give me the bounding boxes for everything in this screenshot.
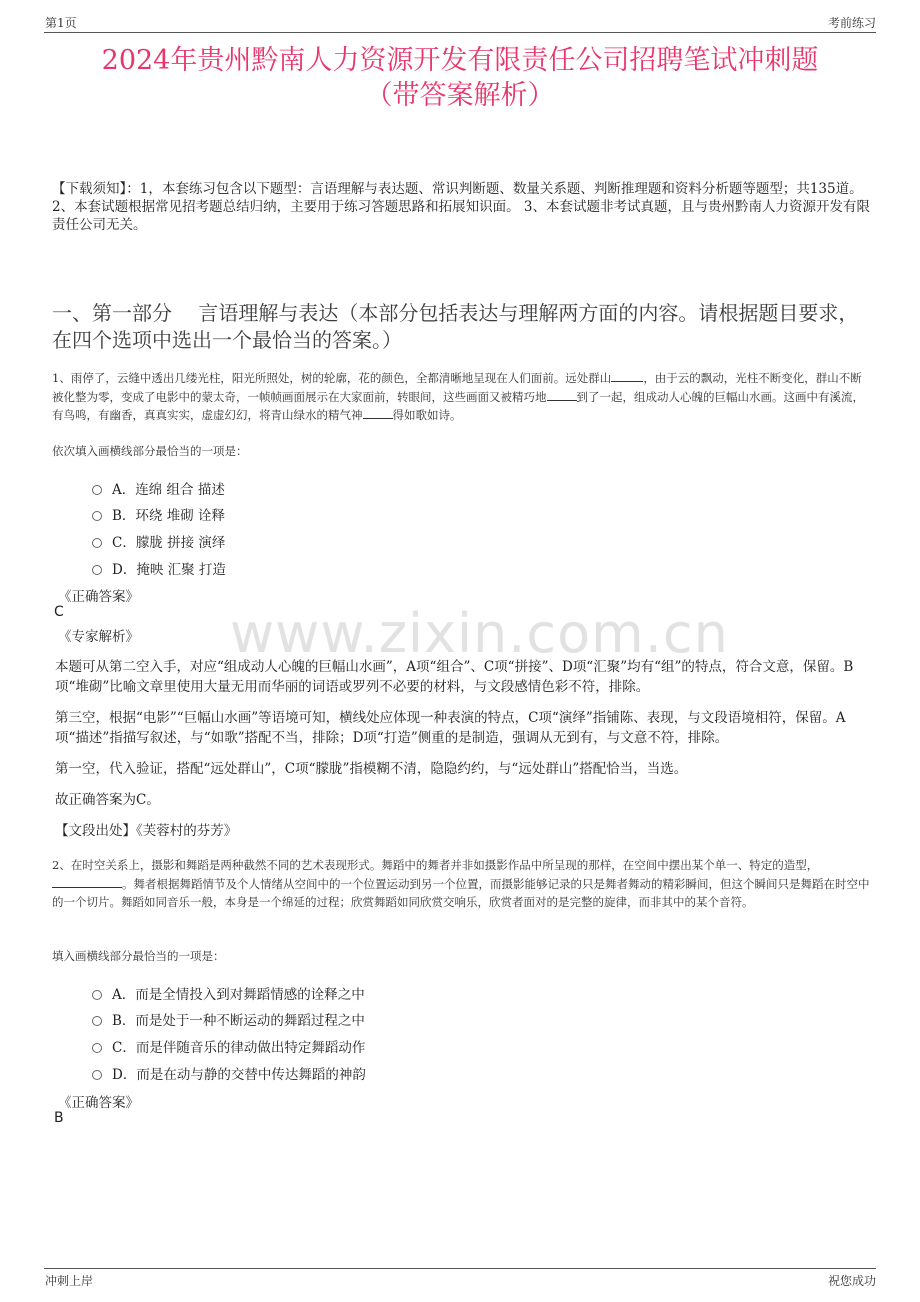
q1-text-4: 得如歌如诗。 xyxy=(392,408,462,422)
radio-icon[interactable] xyxy=(92,990,102,1000)
option-label: B．而是处于一种不断运动的舞蹈过程之中 xyxy=(112,1013,365,1029)
question-1-prompt: 依次填入画横线部分最恰当的一项是： xyxy=(52,444,248,458)
blank xyxy=(547,388,577,401)
q1-option-c[interactable] xyxy=(92,531,225,551)
option-label: A．而是全情投入到对舞蹈情感的诠释之中 xyxy=(112,987,365,1003)
footer-rule xyxy=(44,1268,876,1269)
option-label: D．而是在动与静的交替中传达舞蹈的神韵 xyxy=(112,1067,366,1083)
download-notice: 【下载须知】：1，本套练习包含以下题型：言语理解与表达题、常识判断题、数量关系题、判断推理题和资料分析题等题型；共135道。 2、本套试题根据常见招考题总结归纳，主要用于练习答题思路和拓展知识面。 3、本套试题非考试真题，且与贵州黔南人力资源开发有限责任公司无关。 xyxy=(52,181,870,233)
q1-text-1: 1、雨停了，云缝中透出几缕光柱，阳光所照处，树的轮廓，花的颜色，全都清晰地呈现在人们面前。远处群山 xyxy=(52,371,612,385)
q2-option-d[interactable] xyxy=(92,1063,366,1083)
blank xyxy=(363,406,393,419)
question-2-stem xyxy=(52,856,870,912)
q1-option-a[interactable] xyxy=(92,478,225,498)
watermark: www.zixin.com.cn xyxy=(230,602,729,665)
q1-answer-label: 《正确答案》 xyxy=(58,589,139,605)
q2-option-c[interactable] xyxy=(92,1036,365,1056)
blank xyxy=(611,369,643,382)
option-label: D．掩映 汇聚 打造 xyxy=(112,562,226,578)
option-label: C．朦胧 拼接 演绎 xyxy=(112,535,226,551)
radio-icon[interactable] xyxy=(92,511,102,521)
q1-analysis-paragraph: 本题可从第二空入手，对应“组成动人心魄的巨幅山水画”，A项“组合”、C项“拼接”、D项“汇聚”均有“组”的特点，符合文意，保留。B项“堆砌”比喻文章里使用大量无用而华丽的词语或罗列不必要的材料，与文段感情色彩不符，排除。 xyxy=(55,659,854,695)
option-label: A．连绵 组合 描述 xyxy=(112,482,225,498)
q2-text-1: 2、在时空关系上，摄影和舞蹈是两种截然不同的艺术表现形式。舞蹈中的舞者并非如摄影作品中所呈现的那样，在空间中摆出某个单一、特定的造型， xyxy=(52,858,819,872)
question-2-prompt: 填入画横线部分最恰当的一项是： xyxy=(52,949,225,963)
section-heading: 一、第一部分 言语理解与表达（本部分包括表达与理解两方面的内容。请根据题目要求，在四个选项中选出一个最恰当的答案。） xyxy=(52,301,859,352)
header-label: 考前练习 xyxy=(827,16,876,30)
q1-analysis-paragraph: 第一空，代入验证，搭配“远处群山”，C项“朦胧”指模糊不清，隐隐约约，与“远处群山”搭配恰当，当选。 xyxy=(55,761,688,777)
header-rule xyxy=(44,32,876,33)
q1-analysis-paragraph: 第三空，根据“电影”“巨幅山水画”等语境可知，横线处应体现一种表演的特点，C项“演绎”指铺陈、表现，与文段语境相符，保留。A项“描述”指描写叙述，与“如歌”搭配不当，排除；D项“打造”侧重的是制造，强调从无到有，与文意不符，排除。 xyxy=(55,710,846,746)
page-number: 第1页 xyxy=(45,16,77,30)
doc-title: 2024年贵州黔南人力资源开发有限责任公司招聘笔试冲刺题 xyxy=(101,45,819,76)
option-label: B．环绕 堆砌 诠释 xyxy=(112,508,226,524)
radio-icon[interactable] xyxy=(92,485,102,495)
radio-icon[interactable] xyxy=(92,1043,102,1053)
footer-left: 冲刺上岸 xyxy=(45,1274,94,1288)
footer-right: 祝您成功 xyxy=(827,1274,876,1288)
option-label: C．而是伴随音乐的律动做出特定舞蹈动作 xyxy=(112,1040,366,1056)
q2-option-a[interactable] xyxy=(92,983,365,1003)
radio-icon[interactable] xyxy=(92,538,102,548)
q1-answer: C xyxy=(54,604,64,620)
blank xyxy=(52,875,122,888)
q2-option-b[interactable] xyxy=(92,1009,365,1029)
q2-answer: B xyxy=(54,1110,64,1126)
q1-analysis-label: 《专家解析》 xyxy=(58,629,139,645)
radio-icon[interactable] xyxy=(92,1070,102,1080)
doc-subtitle: （带答案解析） xyxy=(365,80,555,111)
q2-answer-label: 《正确答案》 xyxy=(58,1095,139,1111)
q1-analysis-paragraph: 故正确答案为C。 xyxy=(55,792,160,808)
q1-text-2: ，由于云的飘动，光柱不断变化，群山不断被化整为零，变成了电影中的蒙太奇，一帧帧画面展示在大家面前，转眼间，这些画面又被精巧地 xyxy=(52,371,862,404)
q2-text-2: 。舞者根据舞蹈情节及个人情绪从空间中的一个位置运动到另一个位置，而摄影能够记录的只是舞者舞动的精彩瞬间，但这个瞬间只是舞蹈在时空中的一个切片。舞蹈如同音乐一般，本身是一个绵延的过程；欣赏舞蹈如同欣赏交响乐，欣赏者面对的是完整的旋律，而非其中的某个音符。 xyxy=(52,876,870,909)
radio-icon[interactable] xyxy=(92,565,102,575)
q1-source: 【文段出处】《芙蓉村的芬芳》 xyxy=(55,823,238,839)
question-1-stem xyxy=(52,369,870,425)
q1-text-3: 到了一起，组成动人心魄的巨幅山水画。这画中有溪流，有鸟鸣，有幽香，真真实实，虚虚幻幻，将青山绿水的精气神 xyxy=(52,389,864,422)
q1-option-b[interactable] xyxy=(92,504,225,524)
q1-option-d[interactable] xyxy=(92,558,226,578)
radio-icon[interactable] xyxy=(92,1016,102,1026)
